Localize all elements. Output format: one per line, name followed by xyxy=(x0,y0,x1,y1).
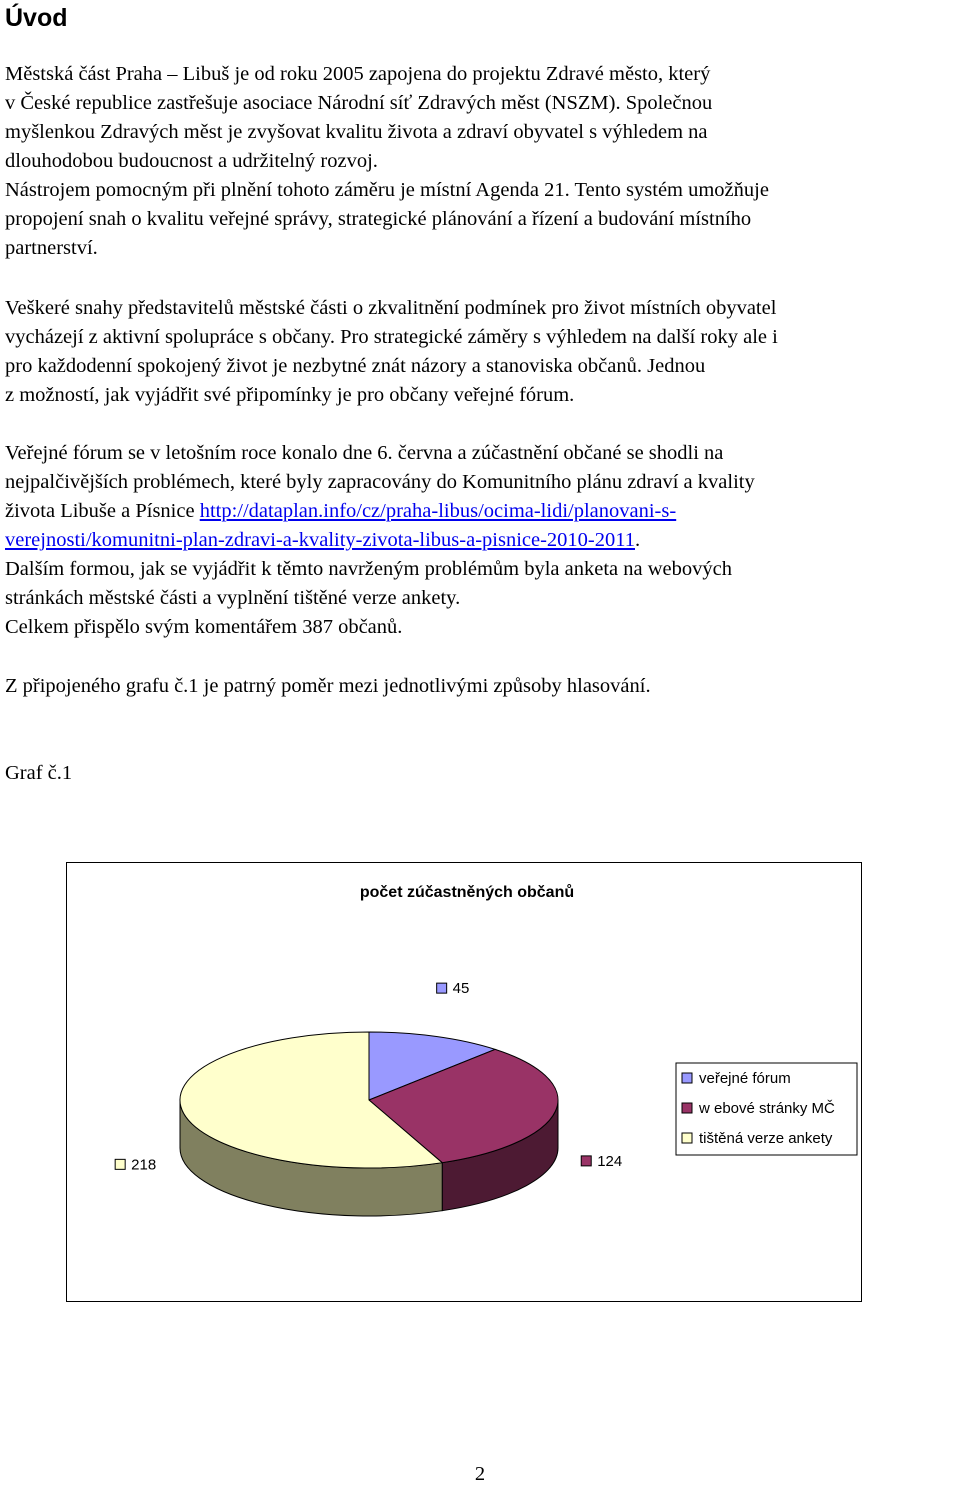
text-line: Veškeré snahy představitelů městské části o zkvalitnění podmínek pro život místních obyvatel xyxy=(5,297,777,319)
text-line: stránkách městské části a vyplnění tištěné verze ankety. xyxy=(5,587,461,609)
legend-label: tištěná verze ankety xyxy=(699,1130,833,1147)
text-line: Dalším formou, jak se vyjádřit k těmto navrženým problémům byla anketa na webových xyxy=(5,558,732,580)
text-line: propojení snah o kvalitu veřejné správy, strategické plánování a řízení a budování místního xyxy=(5,208,752,230)
text-span: života Libuše a Písnice xyxy=(5,500,200,522)
data-label: 124 xyxy=(597,1152,623,1170)
intro-paragraph xyxy=(5,60,958,263)
legend-swatch xyxy=(682,1133,692,1143)
graph-caption xyxy=(5,759,958,788)
text-line: Veřejné fórum se v letošním roce konalo dne 6. června a zúčastnění občané se shodli na xyxy=(5,442,724,464)
data-label: 45 xyxy=(452,980,470,998)
text-line: Graf č.1 xyxy=(5,762,73,784)
text-span: . xyxy=(635,529,641,551)
chart-legend xyxy=(676,1063,857,1155)
data-label-marker xyxy=(115,1159,125,1169)
data-label-marker xyxy=(437,983,447,993)
data-label: 218 xyxy=(131,1156,157,1174)
text-line xyxy=(5,526,958,555)
text-line: pro každodenní spokojený život je nezbytné znát názory a stanoviska občanů. Jednou xyxy=(5,355,706,377)
legend-swatch xyxy=(682,1073,692,1083)
dataplan-link-continued[interactable]: verejnosti/komunitni-plan-zdravi-a-kvality-zivota-libus-a-pisnice-2010-2011 xyxy=(5,529,635,551)
text-line: vycházejí z aktivní spolupráce s občany. Pro strategické záměry s výhledem na další roky ale i xyxy=(5,326,778,348)
text-line: dlouhodobou budoucnost a udržitelný rozvoj. xyxy=(5,150,378,172)
text-line: partnerství. xyxy=(5,237,98,259)
pie-chart xyxy=(66,862,862,1302)
text-line: Z připojeného grafu č.1 je patrný poměr mezi jednotlivými způsoby hlasování. xyxy=(5,675,651,697)
text-line: Městská část Praha – Libuš je od roku 2005 zapojena do projektu Zdravé město, který xyxy=(5,63,711,85)
page-number: 2 xyxy=(474,1463,486,1485)
text-line: z možností, jak vyjádřit své připomínky je pro občany veřejné fórum. xyxy=(5,384,575,406)
page-heading: Úvod xyxy=(5,4,68,32)
cooperation-paragraph xyxy=(5,294,958,410)
legend-swatch xyxy=(682,1103,692,1113)
dataplan-link[interactable]: http://dataplan.info/cz/praha-libus/ocima-lidi/planovani-s- xyxy=(199,500,677,522)
text-line xyxy=(5,497,958,526)
legend-label: w ebové stránky MČ xyxy=(699,1100,835,1117)
text-line: v České republice zastřešuje asociace Národní síť Zdravých měst (NSZM). Společnou xyxy=(5,92,713,114)
pie-chart-canvas xyxy=(67,863,863,1303)
legend-label: veřejné fórum xyxy=(699,1070,791,1087)
graph-intro-paragraph xyxy=(5,672,958,701)
forum-paragraph xyxy=(5,439,958,642)
data-label-marker xyxy=(581,1156,591,1166)
chart-title: počet zúčastněných občanů xyxy=(359,884,575,901)
pie-slices xyxy=(180,1032,558,1216)
text-line: Nástrojem pomocným při plnění tohoto záměru je místní Agenda 21. Tento systém umožňuje xyxy=(5,179,769,201)
text-line: nejpalčivějších problémech, které byly zapracovány do Komunitního plánu zdraví a kvality xyxy=(5,471,755,493)
text-line: Celkem přispělo svým komentářem 387 občanů. xyxy=(5,616,403,638)
text-line: myšlenkou Zdravých měst je zvyšovat kvalitu života a zdraví obyvatel s výhledem na xyxy=(5,121,708,143)
